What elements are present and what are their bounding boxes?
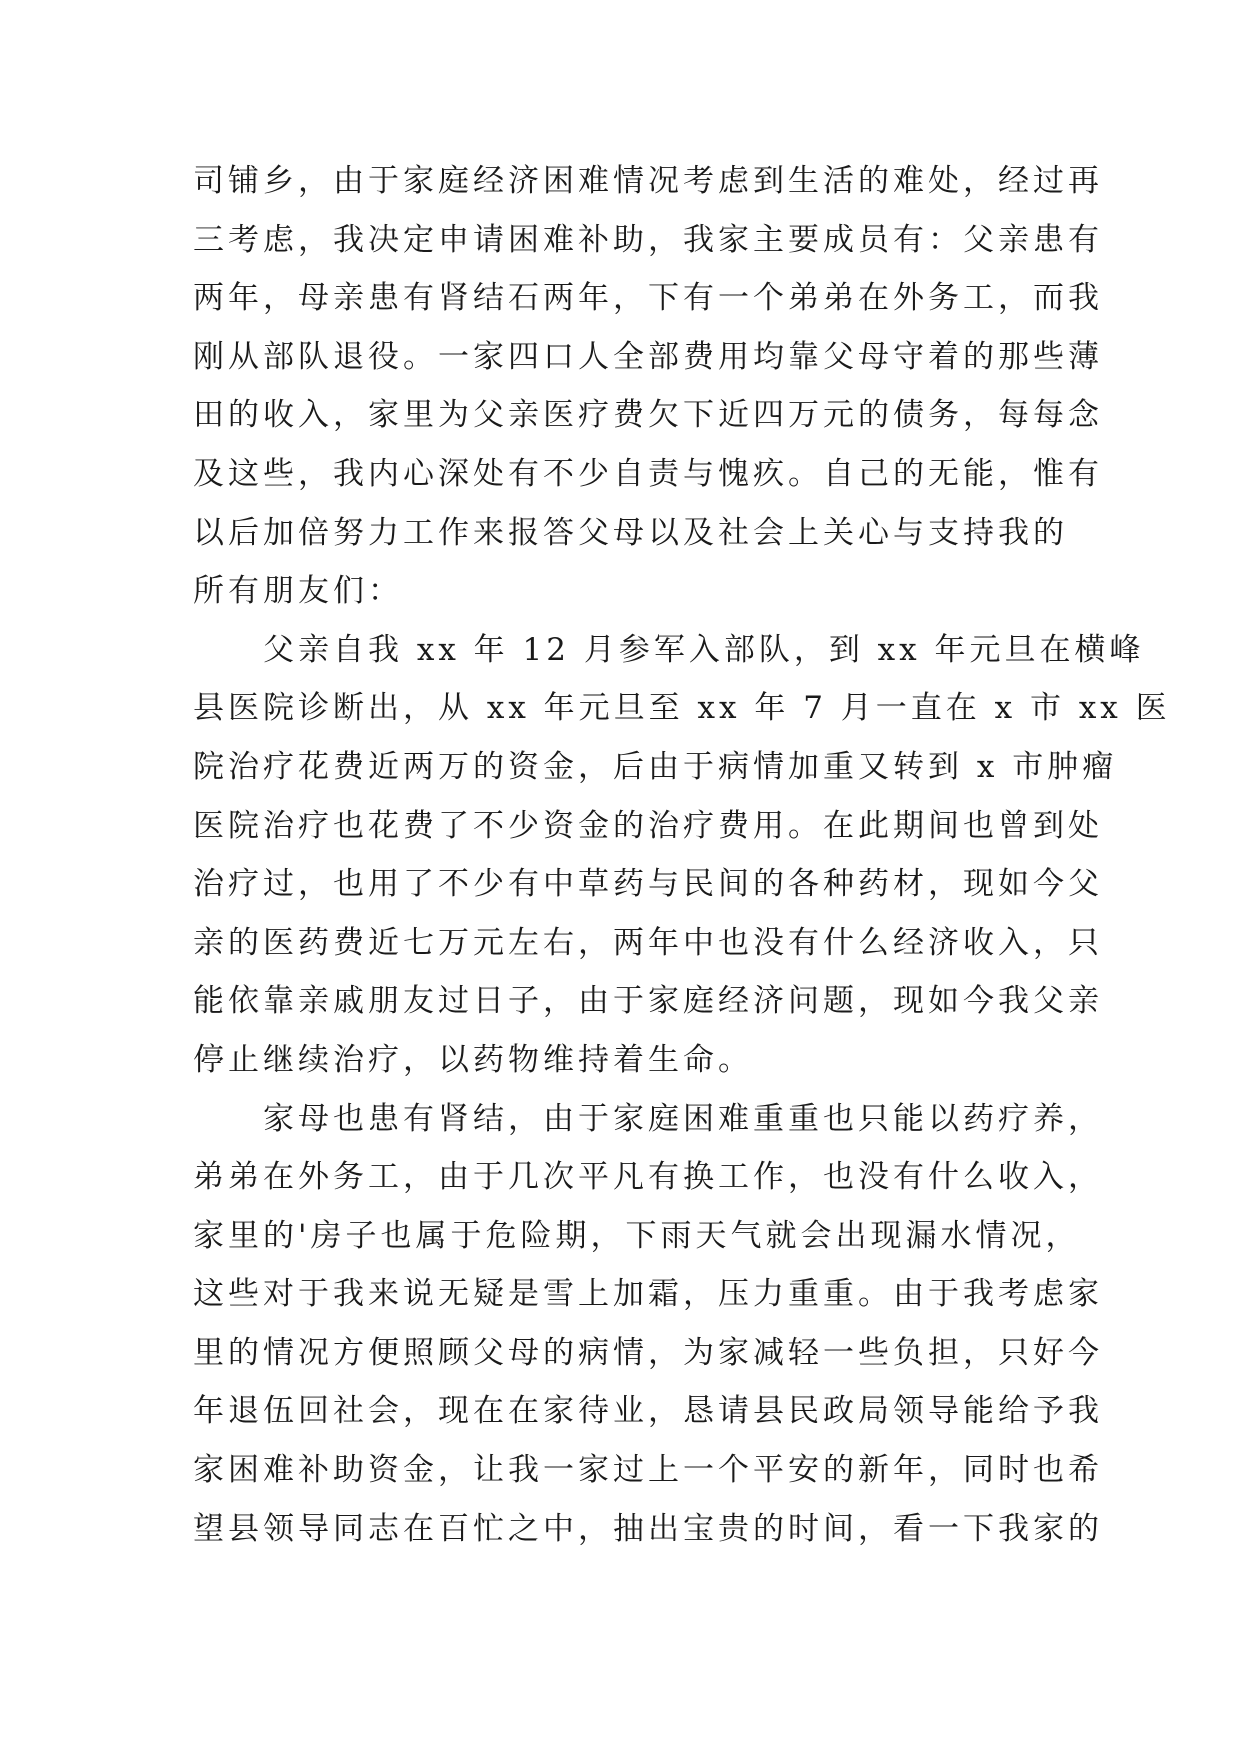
text-line: 以后加倍努力工作来报答父母以及社会上关心与支持我的 [193, 514, 1068, 551]
text-line: 及这些，我内心深处有不少自责与愧疚。自己的无能，惟有 [193, 455, 1103, 492]
text-line: 弟弟在外务工，由于几次平凡有换工作，也没有什么收入， [193, 1159, 1103, 1196]
text-line: 家困难补助资金，让我一家过上一个平安的新年，同时也希 [193, 1452, 1103, 1489]
body-text [193, 152, 1171, 1558]
text-line: 医院治疗也花费了不少资金的治疗费用。在此期间也曾到处 [193, 807, 1103, 844]
text-line: 所有朋友们： [193, 573, 403, 610]
text-line: 亲的医药费近七万元左右，两年中也没有什么经济收入，只 [193, 924, 1103, 961]
text-line: 刚从部队退役。一家四口人全部费用均靠父母守着的那些薄 [193, 338, 1103, 375]
text-line: 院治疗花费近两万的资金，后由于病情加重又转到 x 市肿瘤 [193, 748, 1118, 785]
text-line: 两年，母亲患有肾结石两年，下有一个弟弟在外务工，而我 [193, 280, 1103, 317]
text-line: 父亲自我 xx 年 12 月参军入部队，到 xx 年元旦在横峰 [193, 631, 1145, 668]
text-line: 年退伍回社会，现在在家待业，恳请县民政局领导能给予我 [193, 1393, 1103, 1430]
text-line: 能依靠亲戚朋友过日子，由于家庭经济问题，现如今我父亲 [193, 983, 1103, 1020]
text-line: 司铺乡，由于家庭经济困难情况考虑到生活的难处，经过再 [193, 163, 1103, 199]
text-line: 三考虑，我决定申请困难补助，我家主要成员有：父亲患有 [193, 221, 1103, 258]
text-line: 里的情况方便照顾父母的病情，为家减轻一些负担，只好今 [193, 1334, 1103, 1371]
text-line: 田的收入，家里为父亲医疗费欠下近四万元的债务，每每念 [193, 397, 1103, 434]
text-line: 这些对于我来说无疑是雪上加霜，压力重重。由于我考虑家 [193, 1276, 1103, 1313]
text-line: 家母也患有肾结，由于家庭困难重重也只能以药疗养， [193, 1100, 1103, 1137]
text-line: 治疗过，也用了不少有中草药与民间的各种药材，现如今父 [193, 866, 1103, 903]
text-line: 县医院诊断出，从 xx 年元旦至 xx 年 7 月一直在 x 市 xx 医 [193, 690, 1171, 727]
text-line: 停止继续治疗，以药物维持着生命。 [193, 1041, 753, 1078]
text-line: 家里的'房子也属于危险期，下雨天气就会出现漏水情况， [193, 1217, 1081, 1254]
text-line: 望县领导同志在百忙之中，抽出宝贵的时间，看一下我家的 [193, 1510, 1103, 1547]
